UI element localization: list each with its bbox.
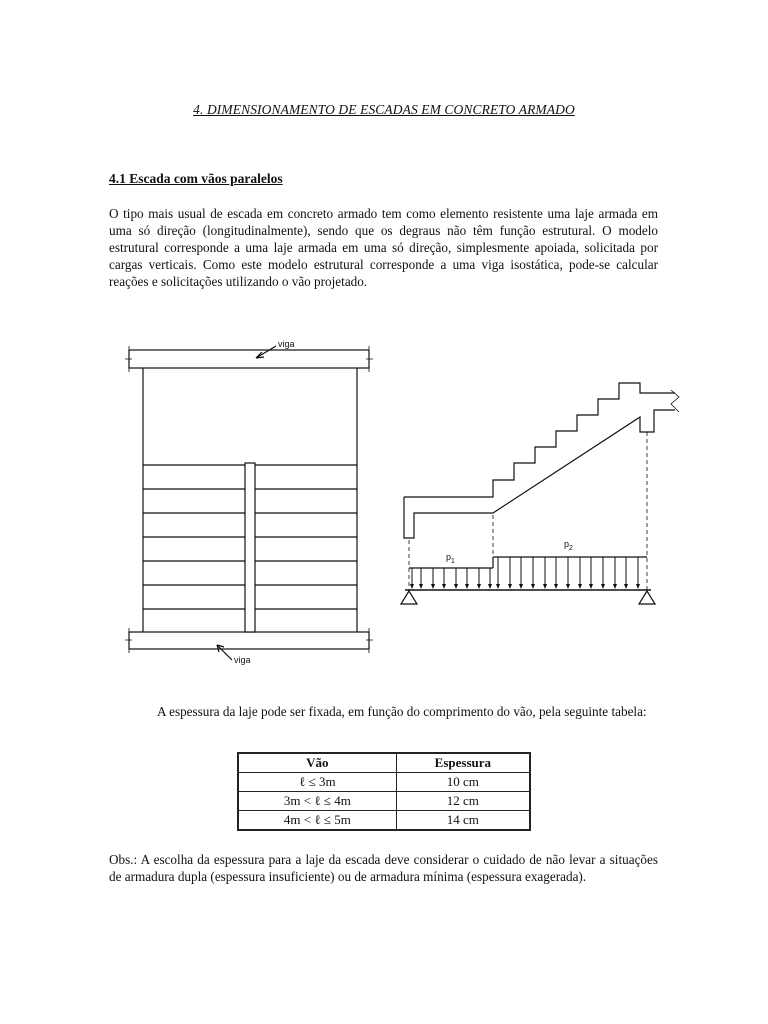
table-cell-span: 3m < ℓ ≤ 4m bbox=[238, 792, 396, 811]
table-cell-thickness: 10 cm bbox=[396, 773, 530, 792]
table-cell-span: 4m < ℓ ≤ 5m bbox=[238, 811, 396, 831]
chapter-title: 4. DIMENSIONAMENTO DE ESCADAS EM CONCRETO ARMADO bbox=[193, 102, 575, 117]
table-cell-span: ℓ ≤ 3m bbox=[238, 773, 396, 792]
table-row bbox=[238, 773, 530, 792]
section-heading: 4.1 Escada com vãos paralelos bbox=[109, 171, 283, 186]
bottom-beam-label: viga bbox=[234, 655, 251, 665]
load-arrowheads bbox=[410, 584, 640, 589]
top-beam-label: viga bbox=[278, 339, 295, 349]
right-support-icon bbox=[639, 591, 655, 604]
thickness-table bbox=[237, 752, 531, 831]
table-header-span: Vão bbox=[238, 753, 396, 773]
bottom-beam bbox=[129, 632, 369, 649]
top-beam bbox=[129, 350, 369, 368]
load-p1-label: $p_1$ bbox=[446, 552, 455, 565]
staircase-plan-view bbox=[125, 346, 373, 660]
center-wall bbox=[245, 463, 255, 632]
table-cell-thickness: 14 cm bbox=[396, 811, 530, 831]
table-row bbox=[238, 792, 530, 811]
observation-paragraph: Obs.: A escolha da espessura para a laje da escada deve considerar o cuidado de não levar a situações de armadura dupla (espessura insuficiente) ou de armadura mínima (espessura exagerada). bbox=[109, 852, 658, 884]
load-p2-label: $p_2$ bbox=[564, 539, 573, 552]
staircase-section-view bbox=[401, 383, 679, 604]
table-header-row bbox=[238, 753, 530, 773]
table-header-thickness: Espessura bbox=[396, 753, 530, 773]
thickness-paragraph: A espessura da laje pode ser fixada, em função do comprimento do vão, pela seguinte tabela: bbox=[157, 704, 647, 719]
left-support-icon bbox=[401, 591, 417, 604]
intro-paragraph: O tipo mais usual de escada em concreto armado tem como elemento resistente uma laje armada em uma só direção (longitudinalmente), sendo que os degraus não têm função estrutural. O modelo estrutural corresponde a uma laje armada em uma só direção, simplesmente apoiada, solicitada por cargas verticais. Como este modelo estrutural corresponde a uma viga isostática, pode-se calcular reações e solicitações utilizando o vão projetado. bbox=[109, 206, 658, 289]
table-cell-thickness: 12 cm bbox=[396, 792, 530, 811]
table-row bbox=[238, 811, 530, 831]
